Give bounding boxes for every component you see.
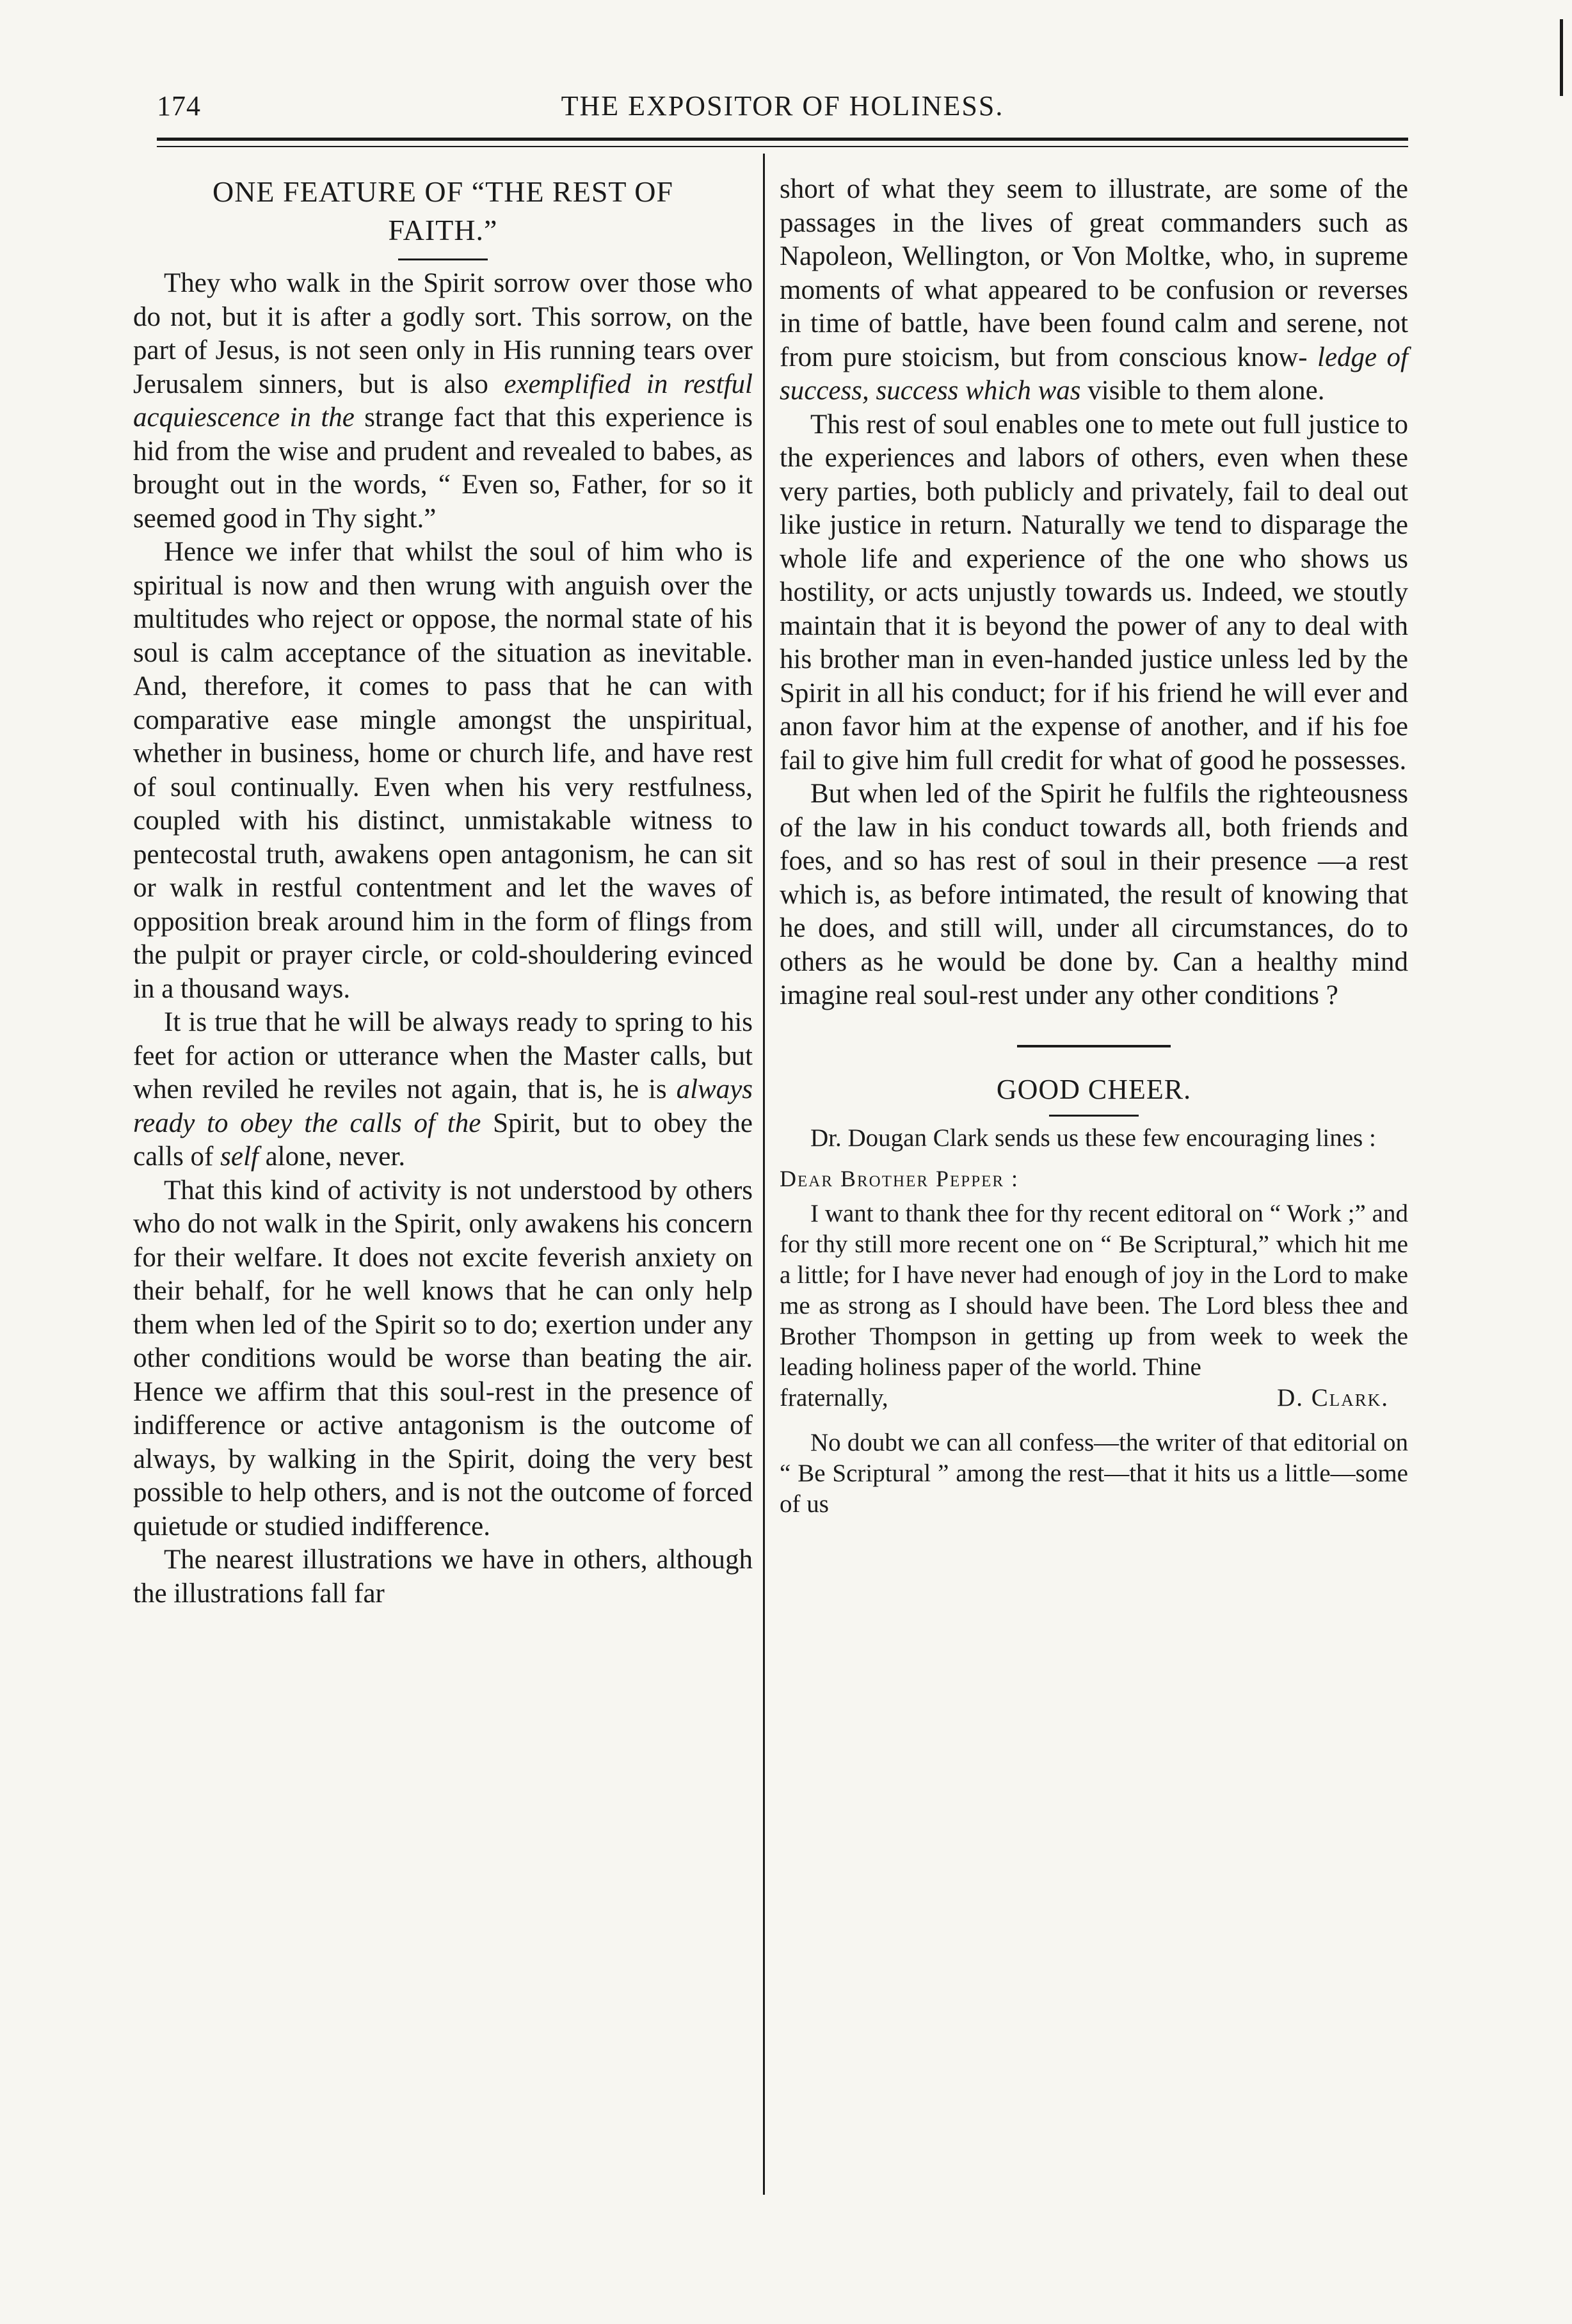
paragraph-5: The nearest illustrations we have in others, although the illustrations fall far: [133, 1545, 753, 1609]
letter-salutation: Dear Brother Pepper :: [780, 1165, 1020, 1191]
section-title-rule: [1049, 1115, 1139, 1117]
right-column: [780, 173, 1408, 1520]
paragraph-6: This rest of soul enables one to mete out full justice to the experiences and labors of others, even when these very parties, both publicly and privately, fail to deal out like justice in return. Naturally we tend to disparage the whole life and experience of the one who shows us hostility, or acts unjustly towards us. Indeed, we stoutly maintain that it is beyond the power of any to deal with his brother man in even-handed justice unless led by the Spirit in all his conduct; for if his friend he will ever and anon favor him at the expense of another, and if his foe fail to give him full credit for what of good he possesses.: [780, 409, 1408, 776]
title-rule: [398, 259, 488, 260]
paragraph-5-end: visible to them alone.: [1087, 376, 1325, 406]
letter-body: I want to thank thee for thy recent editoral on “ Work ;” and for thy still more recent one on “ Be Scriptural,” which hit me a little; for I have never had enough of joy in the Lord to make me as strong as I should have been. The Lord bless thee and Brother Thompson in getting up from week to week the leading holiness paper of the world. Thine: [780, 1199, 1408, 1381]
spacer: [780, 1413, 1408, 1428]
paragraph-1: [133, 267, 753, 536]
paragraph-3-text: It is true that he will be always ready to spring to his feet for action or utterance when the Master calls, but when reviled he reviles not again, that is, he is: [133, 1007, 753, 1104]
paragraph-5-cont-text: short of what they seem to illustrate, are some of the passages in the lives of great commanders such as Napoleon, Wellington, or Von Moltke, who, in supreme moments of what appeared to be confusion or reverses in time of battle, have been found calm and serene, not from pure stoicism, but from conscious know-: [780, 174, 1408, 372]
paragraph-7: But when led of the Spirit he fulfils the righteousness of the law in his conduct towards all, both friends and foes, and so has rest of soul in their presence —a rest which is, as before intimated, the result of knowing that he does, and still will, under all circumstances, do to others as he would be done by. Can a healthy mind imagine real soul-rest under any other conditions ?: [780, 779, 1408, 1010]
intro-paragraph: Dr. Dougan Clark sends us these few encouraging lines :: [810, 1124, 1376, 1152]
closing-paragraph: No doubt we can all confess—the writer of that editorial on “ Be Scriptural ” among the rest—that it hits us a little—some of us: [780, 1428, 1408, 1518]
letter-signoff: [780, 1383, 1408, 1413]
running-title: THE EXPOSITOR OF HOLINESS.: [561, 90, 1004, 122]
running-header: [157, 90, 1408, 134]
letter-closing: fraternally,: [780, 1383, 888, 1412]
column-divider: [763, 154, 765, 2195]
paragraph-3-italic-self: self: [220, 1142, 259, 1172]
paragraph-3-mid: Spirit, but to obey the calls of: [133, 1108, 753, 1172]
paragraph-4: That this kind of activity is not understood by others who do not walk in the Spirit, only awakens his concern for their welfare. It does not excite feverish anxiety on their behalf, for he well knows that he can only help them when led of the Spirit so to do; exertion under any other conditions would be worse than beating the air. Hence we affirm that this soul-rest in the presence of indifference or active antagonism is the outcome of always, by walking in the Spirit, doing the very best possible to help others, and is not the outcome of forced quietude or studied indifference.: [133, 1175, 753, 1541]
paragraph-3-italic: always ready to obey the calls of the: [133, 1074, 753, 1138]
header-rule-thin: [157, 146, 1408, 147]
page-number: 174: [157, 90, 201, 122]
paragraph-1-end: strange fact that this experience is hid from the wise and prudent and revealed to babes, as brought out in the words, “ Even so, Father, for so it seemed good in Thy sight.”: [133, 402, 753, 534]
article-title: [133, 173, 753, 250]
letter-signature: D. Clark.: [1277, 1383, 1389, 1412]
paragraph-5-continued: [780, 173, 1408, 408]
section-title: GOOD CHEER.: [996, 1073, 1192, 1105]
paragraph-1-italic: exemplified in restful acquiescence in the: [133, 369, 753, 433]
paragraph-1-text: They who walk in the Spirit sorrow over those who do not, but it is after a godly sort. This sorrow, on the part of Jesus, is not seen only in His running tears over Jerusalem sinners, but is also: [133, 268, 753, 399]
article-title-line2: FAITH.”: [388, 214, 498, 246]
paragraph-3-end: alone, never.: [265, 1142, 406, 1172]
article-title-line1: ONE FEATURE OF “THE REST OF: [212, 175, 673, 208]
paragraph-2: Hence we infer that whilst the soul of him who is spiritual is now and then wrung with anguish over the multitudes who reject or oppose, the normal state of his soul is calm acceptance of the situation as inevitable. And, therefore, it comes to pass that he can with comparative ease mingle amongst the unspiritual, whether in business, home or church life, and have rest of soul continually. Even when his very restfulness, coupled with his distinct, unmistakable witness to pentecostal truth, awakens open antagonism, he can sit or walk in restful contentment and let the waves of opposition break around him in the form of flings from the pulpit or prayer circle, or cold-shouldering evinced in a thousand ways.: [133, 537, 753, 1004]
header-rule-thick: [157, 138, 1408, 141]
page-edge-mark: [1560, 19, 1563, 96]
paragraph-5-italic: ledge of success, success which was: [780, 342, 1408, 406]
paragraph-3: [133, 1006, 753, 1174]
left-column: [133, 173, 753, 1611]
section-divider: [1017, 1045, 1171, 1047]
